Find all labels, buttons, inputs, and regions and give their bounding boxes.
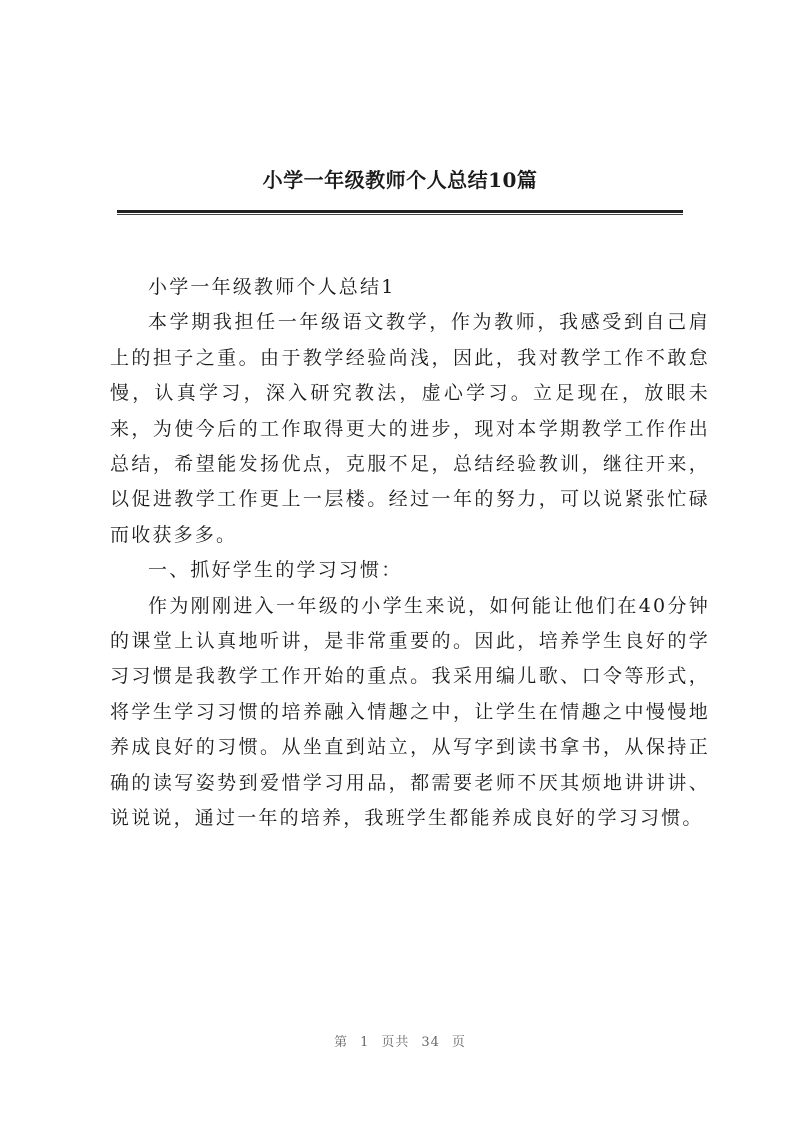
title-divider xyxy=(117,210,683,213)
title-divider-thin xyxy=(117,214,683,215)
footer-prefix: 第 xyxy=(334,1035,349,1050)
subsection-heading: 一、抓好学生的学习习惯： xyxy=(148,559,403,582)
footer-suffix: 页 xyxy=(451,1035,466,1050)
body-paragraph: 本学期我担任一年级语文教学，作为教师，我感受到自己肩上的担子之重。由于教学经验尚浅，因此，我对教学工作不敢怠慢，认真学习，深入研究教法，虚心学习。立足现在，放眼未来，为使今后的工作取得更大的进步，现对本学期教学工作作出总结，希望能发扬优点，克服不足，总结经验教训，继往开来，以促进教学工作更上一层楼。经过一年的努力，可以说紧张忙碌而收获多多。 xyxy=(110,311,710,546)
document-body xyxy=(110,270,710,837)
page-footer xyxy=(0,1031,800,1050)
footer-total-pages: 34 xyxy=(421,1035,440,1050)
footer-middle: 页共 xyxy=(381,1035,410,1050)
section-heading: 小学一年级教师个人总结1 xyxy=(148,276,396,298)
document-title: 小学一年级教师个人总结10篇 xyxy=(262,168,538,192)
footer-page-number: 1 xyxy=(360,1035,370,1050)
body-paragraph: 作为刚刚进入一年级的小学生来说，如何能让他们在40分钟的课堂上认真地听讲，是非常重要的。因此，培养学生良好的学习习惯是我教学工作开始的重点。我采用编儿歌、口令等形式，将学生学习习惯的培养融入情趣之中，让学生在情趣之中慢慢地养成良好的习惯。从坐直到站立，从写字到读书拿书，从保持正确的读写姿势到爱惜学习用品，都需要老师不厌其烦地讲讲讲、说说说，通过一年的培养，我班学生都能养成良好的学习习惯。 xyxy=(110,594,710,830)
